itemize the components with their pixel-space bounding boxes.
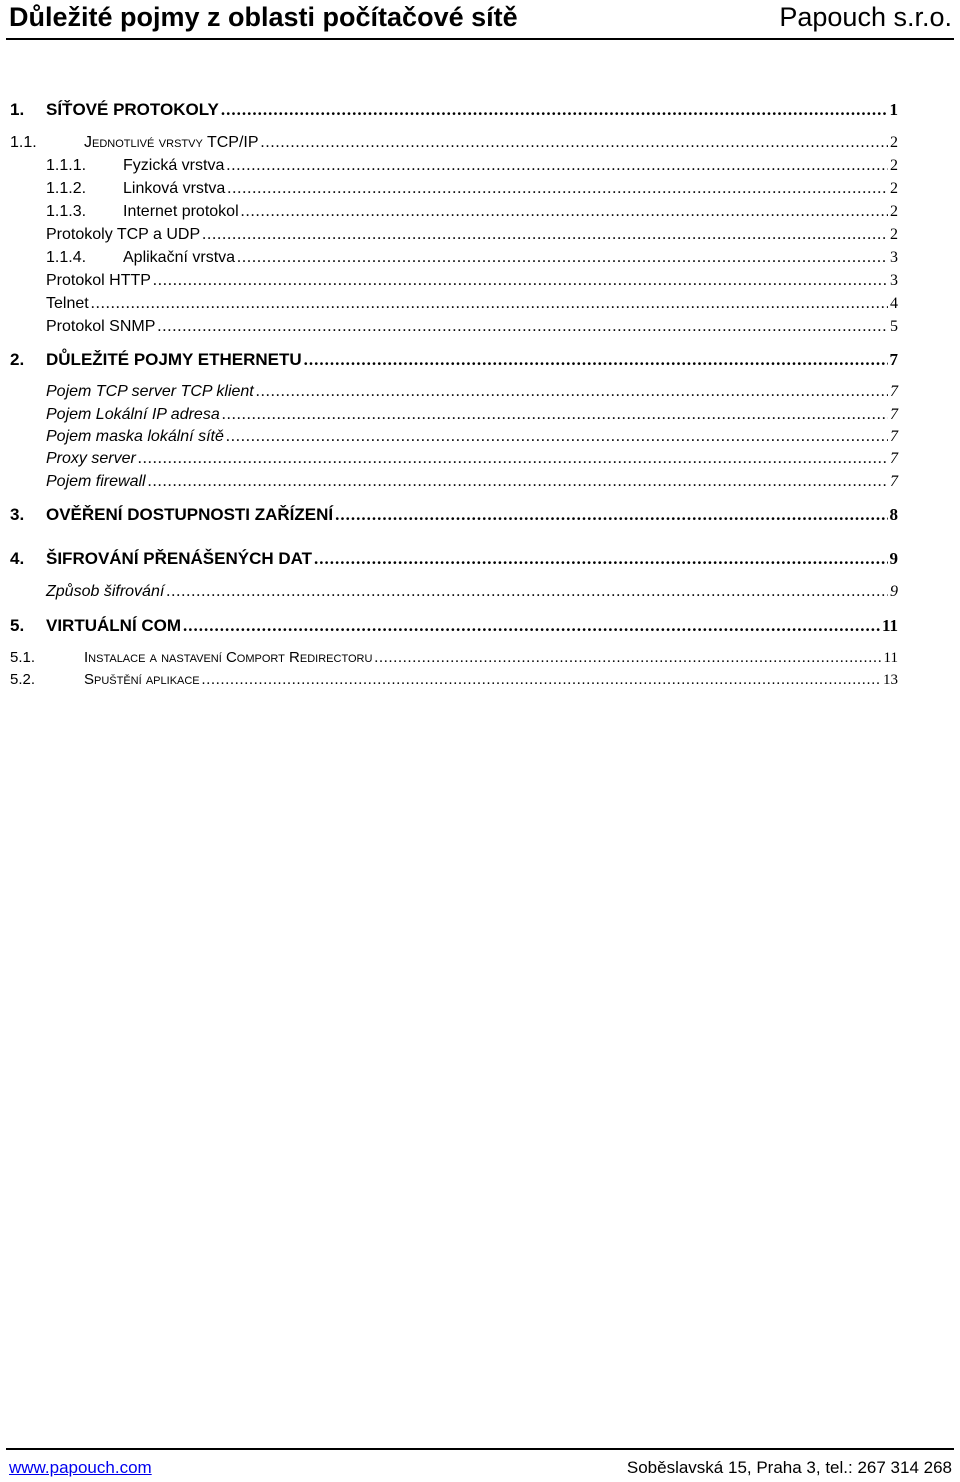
toc-page: 1 (889, 100, 898, 119)
toc-label: Pojem TCP server TCP klient (46, 383, 254, 400)
toc-label: VIRTUÁLNÍ COM (46, 616, 182, 635)
toc-number: 2. (10, 350, 25, 369)
toc-page: 4 (890, 295, 898, 312)
toc-label: Pojem Lokální IP adresa (46, 406, 220, 423)
toc-label: Spuštění aplikace (84, 671, 200, 688)
toc-page: 7 (890, 450, 898, 467)
toc-page: 7 (889, 350, 898, 369)
toc-label: Fyzická vrstva (123, 157, 225, 174)
toc-page: 13 (883, 672, 898, 688)
toc-page: 8 (889, 505, 898, 524)
toc-label: Aplikační vrstva (123, 249, 236, 266)
toc-page: 7 (890, 406, 898, 423)
toc-entry[interactable] (46, 250, 898, 266)
toc-entry[interactable] (10, 506, 898, 523)
toc-page: 2 (890, 226, 898, 243)
toc-label: DŮLEŽITÉ POJMY ETHERNETU (46, 350, 302, 369)
toc-number: 5.2. (10, 671, 36, 688)
toc-label: Telnet (46, 295, 89, 312)
toc-page: 2 (890, 134, 898, 151)
toc-page: 7 (890, 428, 898, 445)
toc-page: 7 (890, 473, 898, 490)
toc-label: Linková vrstva (123, 180, 226, 197)
toc-label: Internet protokol (123, 203, 239, 220)
toc-leader (314, 550, 887, 567)
toc-leader (157, 319, 888, 335)
toc-entry[interactable] (46, 227, 898, 243)
company-name: Papouch s.r.o. (779, 2, 952, 32)
toc-entry[interactable] (46, 407, 898, 423)
toc-entry[interactable] (10, 101, 898, 118)
toc-entry[interactable] (46, 451, 898, 467)
toc-leader (261, 135, 888, 151)
toc-label: Pojem firewall (46, 473, 146, 490)
toc-page: 5 (890, 318, 898, 335)
toc-number: 1.1.2. (46, 180, 87, 197)
toc-entry[interactable] (10, 650, 898, 666)
toc-page: 2 (890, 203, 898, 220)
toc-leader (222, 407, 888, 423)
toc-leader (202, 673, 881, 688)
toc-entry[interactable] (10, 672, 898, 688)
toc-leader (226, 158, 888, 174)
toc-label: Protokol HTTP (46, 272, 151, 289)
toc-page: 9 (889, 549, 898, 568)
toc-label: SÍŤOVÉ PROTOKOLY (46, 100, 219, 119)
toc-number: 3. (10, 505, 25, 524)
toc-label: OVĚŘENÍ DOSTUPNOSTI ZAŘÍZENÍ (46, 505, 334, 524)
toc-entry[interactable] (10, 135, 898, 151)
toc-label: Způsob šifrování (46, 583, 165, 600)
document-title: Důležité pojmy z oblasti počítačové sítě (9, 2, 518, 32)
toc-entry[interactable] (10, 550, 898, 567)
toc-label: Jednotlivé vrstvy TCP/IP (84, 134, 259, 151)
page-header (6, 0, 954, 40)
toc-leader (183, 617, 880, 634)
toc-leader (138, 451, 888, 467)
toc-entry[interactable] (46, 584, 898, 600)
toc-entry[interactable] (46, 384, 898, 400)
toc-entry[interactable] (46, 158, 898, 174)
toc-leader (304, 351, 888, 368)
toc-page: 2 (890, 157, 898, 174)
toc-leader (148, 474, 888, 490)
toc-number: 5.1. (10, 649, 36, 666)
website-link[interactable]: www.papouch.com (9, 1458, 152, 1477)
toc-leader (374, 651, 881, 666)
toc-entry[interactable] (46, 296, 898, 312)
toc-leader (202, 227, 888, 243)
page-footer (6, 1448, 954, 1482)
toc-number: 1.1.4. (46, 249, 87, 266)
toc-page: 3 (890, 272, 898, 289)
toc-entry[interactable] (46, 474, 898, 490)
toc-leader (226, 429, 888, 445)
toc-page: 3 (890, 249, 898, 266)
company-address: Soběslavská 15, Praha 3, tel.: 267 314 268 (626, 1458, 952, 1477)
toc-leader (335, 506, 887, 523)
toc-page: 11 (881, 616, 898, 635)
toc-entry[interactable] (46, 204, 898, 220)
toc-label: Protokoly TCP a UDP (46, 226, 201, 243)
toc-leader (256, 384, 888, 400)
toc-number: 1. (10, 100, 25, 119)
toc-entry[interactable] (10, 351, 898, 368)
toc-page: 11 (883, 650, 898, 666)
toc-number: 4. (10, 549, 25, 568)
toc-label: Pojem maska lokální sítě (46, 428, 224, 445)
toc-entry[interactable] (46, 319, 898, 335)
toc-page: 7 (890, 383, 898, 400)
toc-label: ŠIFROVÁNÍ PŘENÁŠENÝCH DAT (46, 549, 313, 568)
toc-leader (166, 584, 888, 600)
toc-label: Instalace a nastavení Comport Redirectoru (84, 649, 373, 666)
toc-entry[interactable] (10, 617, 898, 634)
toc-leader (221, 101, 888, 118)
toc-leader (153, 273, 888, 289)
toc-number: 1.1.1. (46, 157, 87, 174)
toc-label: Protokol SNMP (46, 318, 156, 335)
toc-page: 9 (890, 583, 898, 600)
toc-label: Proxy server (46, 450, 136, 467)
toc-number: 1.1.3. (46, 203, 87, 220)
toc-leader (237, 250, 888, 266)
toc-number: 1.1. (10, 134, 37, 151)
toc-entry[interactable] (46, 181, 898, 197)
toc-leader (227, 181, 888, 197)
toc-page: 2 (890, 180, 898, 197)
toc-leader (91, 296, 888, 312)
toc-entry[interactable] (46, 273, 898, 289)
toc-leader (241, 204, 888, 220)
toc-entry[interactable] (46, 429, 898, 445)
toc-number: 5. (10, 616, 25, 635)
